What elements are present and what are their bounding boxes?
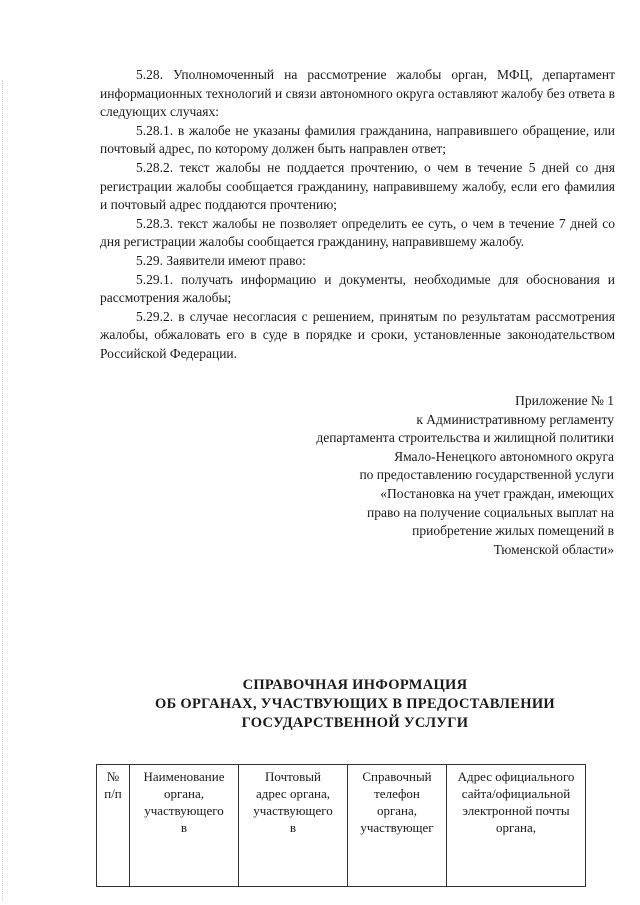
appendix-line: Приложение № 1 bbox=[515, 393, 614, 408]
appendix-line: Ямало-Ненецкого автономного округа bbox=[394, 448, 614, 464]
heading-line: ГОСУДАРСТВЕННОЙ УСЛУГИ bbox=[241, 715, 469, 731]
agencies-table bbox=[96, 764, 586, 887]
paragraph-5-28-1: 5.28.1. в жалобе не указаны фамилия гражданина, направившего обращение, или почтовый адрес, по которому должен быть направлен ответ; bbox=[100, 122, 615, 157]
appendix-line: департамента строительства и жилищной политики bbox=[316, 430, 614, 446]
appendix-line: право на получение социальных выплат на bbox=[366, 504, 614, 520]
complaint-rules-text bbox=[100, 66, 615, 364]
appendix-line: к Административному регламенту bbox=[416, 411, 614, 427]
appendix-line: Тюменской области» bbox=[493, 541, 614, 557]
header-cell-phone: Справочный телефон органа, участвующег bbox=[348, 765, 447, 887]
appendix-line: по предоставлению государственной услуги bbox=[359, 467, 614, 483]
paragraph-5-28-2: 5.28.2. текст жалобы не поддается прочтению, о чем в течение 5 дней со дня регистрации жалобы сообщается гражданину, направившему жалобу, если его фамилия и почтовый адрес поддаются прочтению; bbox=[100, 159, 615, 213]
paragraph-5-29-1: 5.29.1. получать информацию и документы, необходимые для обоснования и рассмотрения жалобы; bbox=[100, 271, 615, 306]
appendix-reference-block bbox=[254, 392, 614, 559]
appendix-line: «Постановка на учет граждан, имеющих bbox=[380, 485, 614, 501]
header-cell-agency-name: Наименование органа, участвующего в bbox=[130, 765, 239, 887]
appendix-line: приобретение жилых помещений в bbox=[412, 523, 614, 539]
heading-line: СПРАВОЧНАЯ ИНФОРМАЦИЯ bbox=[242, 677, 468, 693]
table-header-row bbox=[97, 765, 586, 887]
section-heading bbox=[110, 676, 600, 733]
header-cell-website-email: Адрес официального сайта/официальной электронной почты органа, bbox=[447, 765, 586, 887]
paragraph-5-29-2: 5.29.2. в случае несогласия с решением, принятым по результатам рассмотрения жалобы, обжаловать его в суде в порядке и сроки, установленные законодательством Российской Федерации. bbox=[100, 308, 615, 361]
header-cell-postal-address: Почтовый адрес органа, участвующего в bbox=[239, 765, 348, 887]
paragraph-5-28: 5.28. Уполномоченный на рассмотрение жалобы орган, МФЦ, департамент информационных технологий и связи автономного округа оставляют жалобу без ответа в следующих случаях: bbox=[100, 67, 615, 120]
header-cell-number: № п/п bbox=[97, 765, 130, 887]
paragraph-5-29: 5.29. Заявители имеют право: bbox=[136, 252, 306, 268]
paragraph-5-28-3: 5.28.3. текст жалобы не позволяет определить ее суть, о чем в течение 7 дней со дня регистрации жалобы сообщается гражданину, направившему жалобу. bbox=[100, 215, 615, 250]
heading-line: ОБ ОРГАНАХ, УЧАСТВУЮЩИХ В ПРЕДОСТАВЛЕНИИ bbox=[154, 696, 555, 712]
scan-margin-artifact bbox=[2, 80, 4, 900]
